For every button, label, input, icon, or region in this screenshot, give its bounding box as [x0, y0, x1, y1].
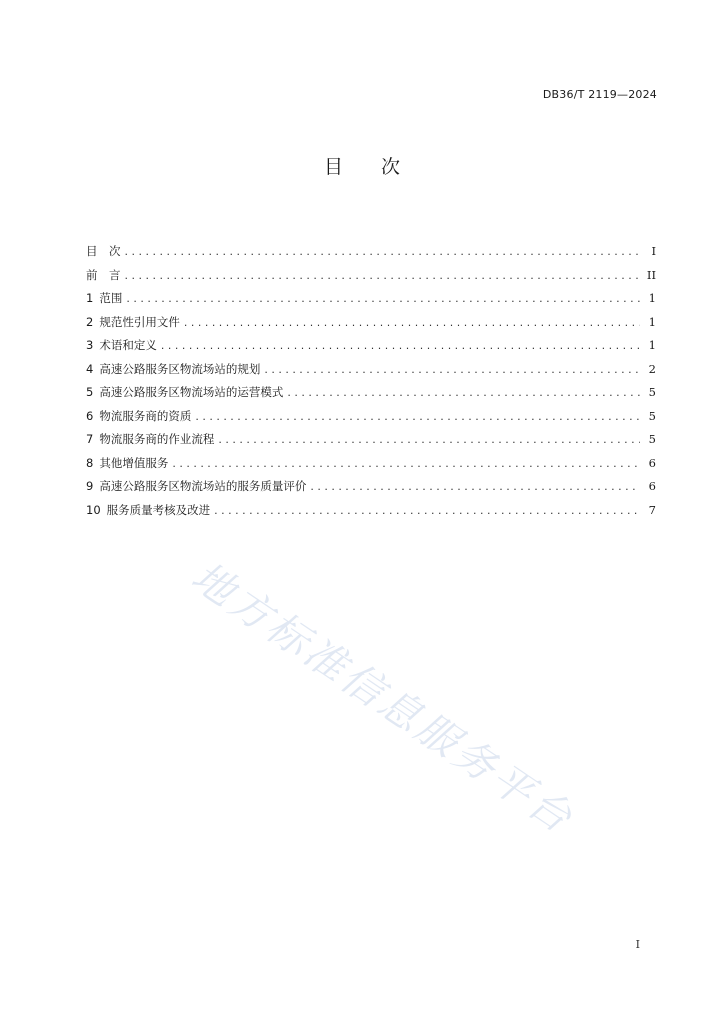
toc-entry[interactable] — [86, 428, 656, 452]
document-code: DB36/T 2119—2024 — [542, 88, 657, 101]
toc-entry[interactable] — [86, 452, 656, 476]
toc-entry-page: 5 — [648, 408, 656, 423]
toc-entry[interactable] — [86, 381, 656, 405]
toc-entry-number: 5 — [86, 385, 94, 399]
toc-entry-page: II — [646, 267, 656, 282]
toc-entry-number: 2 — [86, 314, 94, 329]
toc-leader-dots — [125, 240, 641, 264]
toc-entry[interactable] — [86, 405, 656, 429]
title-char-left: 目 — [323, 156, 343, 178]
toc-entry-label: 范围 — [99, 291, 123, 305]
toc-leader-dots — [126, 287, 640, 311]
toc-leader-dots — [195, 405, 640, 429]
toc-entry-number: 3 — [86, 338, 94, 352]
toc-entry-page: 7 — [648, 502, 656, 517]
title-char-right: 次 — [381, 156, 401, 178]
toc-entry-label: 规范性引用文件 — [99, 314, 180, 329]
toc-entry[interactable] — [86, 240, 656, 264]
toc-entry-number: 7 — [86, 432, 94, 446]
toc-entry[interactable] — [86, 311, 656, 335]
toc-entry-page: 2 — [648, 361, 656, 376]
toc-entry-number: 10 — [86, 502, 101, 517]
toc-entry-label: 物流服务商的作业流程 — [99, 432, 215, 446]
watermark: 地方标准信息服务平台 — [183, 552, 583, 844]
toc-entry-page: 6 — [648, 479, 656, 493]
toc-entry-label: 前 言 — [86, 267, 121, 282]
page-title — [0, 152, 724, 179]
toc-leader-dots — [161, 334, 640, 358]
toc-entry-number: 6 — [86, 408, 94, 423]
toc-leader-dots — [310, 475, 640, 499]
toc-leader-dots — [184, 311, 640, 335]
toc-entry-label: 服务质量考核及改进 — [106, 502, 211, 517]
toc-leader-dots — [214, 499, 640, 523]
toc-entry-number: 4 — [86, 361, 94, 376]
toc-entry-page: 1 — [648, 291, 656, 305]
toc-entry[interactable] — [86, 358, 656, 382]
toc-leader-dots — [264, 358, 640, 382]
toc-entry-number: 1 — [86, 291, 94, 305]
toc-entry-label: 物流服务商的资质 — [99, 408, 192, 423]
toc-entry-label: 高速公路服务区物流场站的运营模式 — [99, 385, 284, 399]
toc-leader-dots — [218, 428, 640, 452]
toc-entry-label: 高速公路服务区物流场站的规划 — [99, 361, 261, 376]
toc-entry[interactable] — [86, 334, 656, 358]
toc-entry-page: 6 — [648, 455, 656, 470]
toc-entry-label: 目 次 — [86, 244, 121, 258]
page-number: I — [635, 938, 640, 951]
toc-entry-label: 高速公路服务区物流场站的服务质量评价 — [99, 479, 307, 493]
toc-entry-page: 5 — [648, 432, 656, 446]
toc-entry-number: 9 — [86, 479, 94, 493]
toc-entry[interactable] — [86, 475, 656, 499]
toc-leader-dots — [125, 264, 641, 288]
toc-entry-page: 5 — [648, 385, 656, 399]
toc-entry[interactable] — [86, 287, 656, 311]
toc-entry[interactable] — [86, 264, 656, 288]
toc-entry-label: 其他增值服务 — [99, 455, 169, 470]
toc-entry[interactable] — [86, 499, 656, 523]
toc-leader-dots — [172, 452, 640, 476]
table-of-contents — [86, 240, 656, 522]
toc-leader-dots — [287, 381, 640, 405]
toc-entry-page: I — [651, 244, 656, 258]
toc-entry-label: 术语和定义 — [99, 338, 157, 352]
toc-entry-number: 8 — [86, 455, 94, 470]
toc-entry-page: 1 — [648, 338, 656, 352]
toc-entry-page: 1 — [648, 314, 656, 329]
